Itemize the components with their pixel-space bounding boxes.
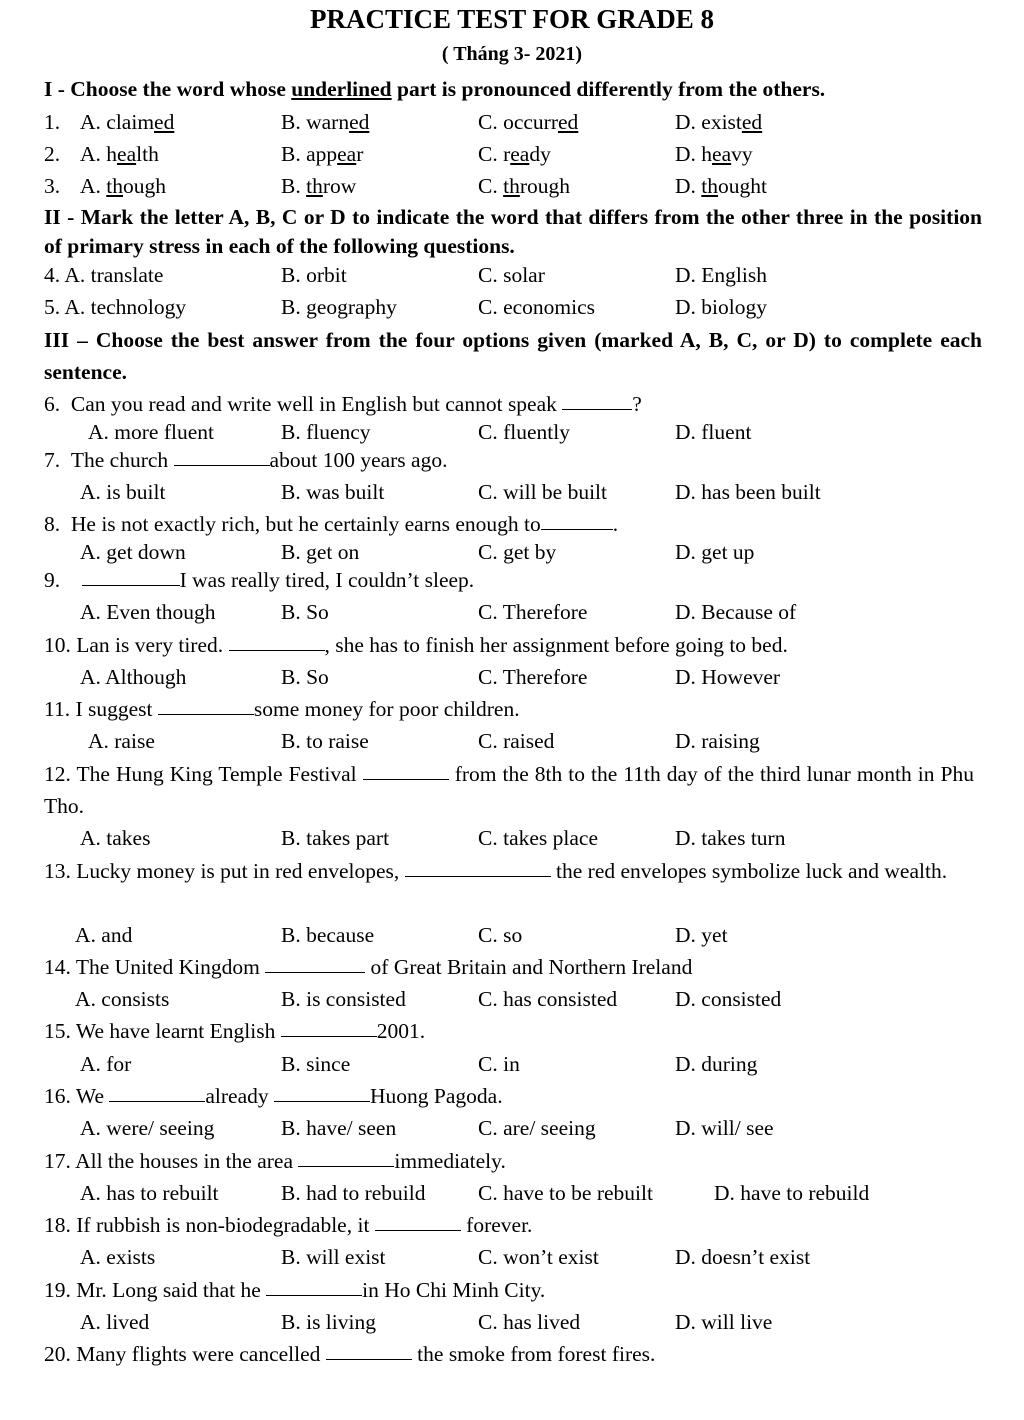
option: A. raise xyxy=(88,729,155,753)
item-stem: 5. A. technology xyxy=(44,295,187,319)
option: C. so xyxy=(478,923,523,947)
option: D. existed xyxy=(675,110,763,134)
option: D. will/ see xyxy=(675,1116,774,1140)
option: A. though xyxy=(80,174,167,198)
option: A. for xyxy=(80,1052,132,1076)
question: 16. We already Huong Pagoda. xyxy=(44,1084,503,1108)
option: C. are/ seeing xyxy=(478,1116,596,1140)
option: A. takes xyxy=(80,826,151,850)
item-number: 3. xyxy=(44,174,61,198)
item-number: 2. xyxy=(44,142,61,166)
option: D. biology xyxy=(675,295,767,319)
question: 6. Can you read and write well in English but cannot speak ? xyxy=(44,392,642,416)
option: D. yet xyxy=(675,923,728,947)
option: D. heavy xyxy=(675,142,753,166)
page-title: PRACTICE TEST FOR GRADE 8 xyxy=(309,4,715,34)
option: B. to raise xyxy=(281,729,369,753)
option: C. Therefore xyxy=(478,600,588,624)
question: 11. I suggest some money for poor children. xyxy=(44,697,520,721)
option: D. doesn’t exist xyxy=(675,1245,811,1269)
option: A. claimed xyxy=(80,110,175,134)
option: D. consisted xyxy=(675,987,782,1011)
option: C. get by xyxy=(478,540,557,564)
question: 20. Many flights were cancelled the smoke from forest fires. xyxy=(44,1342,656,1366)
option: D. takes turn xyxy=(675,826,786,850)
question: 18. If rubbish is non-biodegradable, it forever. xyxy=(44,1213,533,1237)
option: C. solar xyxy=(478,263,545,287)
option: B. takes part xyxy=(281,826,390,850)
option: B. is consisted xyxy=(281,987,406,1011)
option: B. throw xyxy=(281,174,357,198)
option: A. Although xyxy=(80,665,187,689)
section-2-heading: II - Mark the letter A, B, C or D to indicate the word that differs from the other three in the position of primary stress in each of the following questions. xyxy=(44,205,982,258)
question: 9. I was really tired, I couldn’t sleep. xyxy=(44,568,475,592)
option: B. So xyxy=(281,665,329,689)
option: B. is living xyxy=(281,1310,376,1334)
option: C. have to be rebuilt xyxy=(478,1181,653,1205)
item-number: 1. xyxy=(44,110,61,134)
section-1-heading: I - Choose the word whose underlined part is pronounced differently from the others. xyxy=(44,77,826,101)
option: D. raising xyxy=(675,729,760,753)
option: A. get down xyxy=(80,540,186,564)
option: A. more fluent xyxy=(88,420,214,444)
question: 10. Lan is very tired. , she has to finish her assignment before going to bed. xyxy=(44,633,788,657)
option: D. during xyxy=(675,1052,758,1076)
option: B. geography xyxy=(281,295,397,319)
option: D. Because of xyxy=(675,600,797,624)
question: 12. The Hung King Temple Festival from the 8th to the 11th day of the third lunar month in Phu Tho. xyxy=(44,762,974,818)
option: A. consists xyxy=(75,987,170,1011)
option: B. because xyxy=(281,923,375,947)
option: C. has lived xyxy=(478,1310,581,1334)
option: D. English xyxy=(675,263,767,287)
option: C. through xyxy=(478,174,570,198)
option: B. will exist xyxy=(281,1245,386,1269)
option: B. orbit xyxy=(281,263,347,287)
option: A. lived xyxy=(80,1310,150,1334)
option: B. had to rebuild xyxy=(281,1181,426,1205)
option: A. is built xyxy=(80,480,166,504)
option: D. have to rebuild xyxy=(714,1181,870,1205)
option: B. So xyxy=(281,600,329,624)
option: D. has been built xyxy=(675,480,821,504)
option: A. and xyxy=(75,923,133,947)
option: B. get on xyxy=(281,540,360,564)
option: A. exists xyxy=(80,1245,156,1269)
option: B. was built xyxy=(281,480,385,504)
page-subtitle: ( Tháng 3- 2021) xyxy=(441,43,583,65)
option: D. get up xyxy=(675,540,755,564)
option: B. have/ seen xyxy=(281,1116,397,1140)
item-stem: 4. A. translate xyxy=(44,263,164,287)
option: C. Therefore xyxy=(478,665,588,689)
option: B. warned xyxy=(281,110,370,134)
option: D. However xyxy=(675,665,781,689)
option: C. takes place xyxy=(478,826,598,850)
question: 14. The United Kingdom of Great Britain and Northern Ireland xyxy=(44,955,693,979)
option: C. in xyxy=(478,1052,520,1076)
option: C. has consisted xyxy=(478,987,618,1011)
option: A. were/ seeing xyxy=(80,1116,215,1140)
option: C. raised xyxy=(478,729,555,753)
question: 19. Mr. Long said that he in Ho Chi Minh City. xyxy=(44,1278,546,1302)
option: D. will live xyxy=(675,1310,773,1334)
option: D. thought xyxy=(675,174,767,198)
question: 7. The church about 100 years ago. xyxy=(44,448,448,472)
option: A. Even though xyxy=(80,600,216,624)
option: B. appear xyxy=(281,142,364,166)
question: 13. Lucky money is put in red envelopes, the red envelopes symbolize luck and wealth. xyxy=(44,859,948,883)
option: C. will be built xyxy=(478,480,607,504)
question: 17. All the houses in the area immediately. xyxy=(44,1149,506,1173)
option: C. won’t exist xyxy=(478,1245,599,1269)
option: B. fluency xyxy=(281,420,371,444)
option: C. fluently xyxy=(478,420,570,444)
option: A. has to rebuilt xyxy=(80,1181,219,1205)
option: C. occurred xyxy=(478,110,579,134)
option: C. economics xyxy=(478,295,596,319)
option: C. ready xyxy=(478,142,551,166)
section-3-heading: III – Choose the best answer from the four options given (marked A, B, C, or D) to complete each sentence. xyxy=(44,328,982,384)
option: A. health xyxy=(80,142,159,166)
option: B. since xyxy=(281,1052,351,1076)
question: 15. We have learnt English 2001. xyxy=(44,1019,426,1043)
question: 8. He is not exactly rich, but he certainly earns enough to . xyxy=(44,512,619,536)
option: D. fluent xyxy=(675,420,752,444)
